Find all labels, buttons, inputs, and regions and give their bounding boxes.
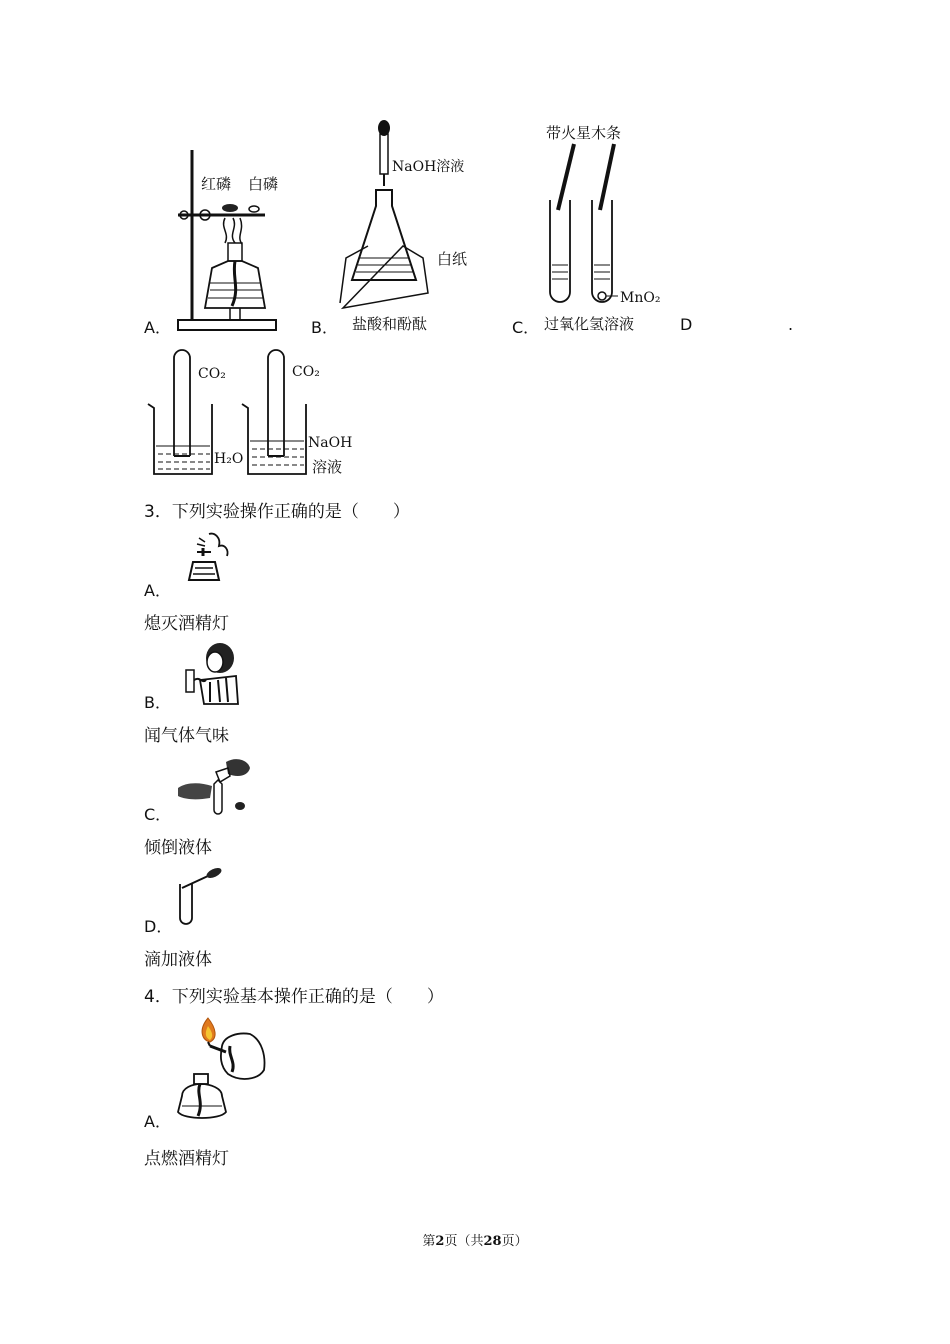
question-stem: 3．下列实验操作正确的是（ ） — [144, 502, 410, 522]
extinguish-lamp-icon — [175, 528, 235, 588]
footer-page-number: 2 — [435, 1234, 445, 1249]
page-footer — [0, 1230, 950, 1249]
conical-flask-dropper-icon — [338, 118, 438, 318]
label-co2-left: CO₂ — [198, 366, 226, 382]
option-caption: 点燃酒精灯 — [144, 1149, 229, 1169]
option-letter: A． — [144, 318, 171, 337]
footer-pre: 第 — [422, 1234, 436, 1249]
label-hcl-phenolphthalein: 盐酸和酚酞 — [352, 315, 428, 333]
label-naoh-solution: NaOH溶液 — [392, 159, 465, 175]
light-lamp-icon — [170, 1016, 270, 1124]
label-white-phosphorus: 白磷 — [248, 175, 279, 193]
label-white-paper: 白纸 — [437, 250, 468, 268]
test-tubes-splint-icon — [540, 140, 630, 310]
option-caption: 滴加液体 — [144, 950, 212, 970]
option-dot: . — [788, 315, 794, 334]
option-caption: 倾倒液体 — [144, 838, 212, 858]
option-letter: D — [680, 315, 693, 334]
option-caption: 熄灭酒精灯 — [144, 614, 229, 634]
smell-gas-icon — [180, 640, 240, 705]
footer-mid: 页（共 — [444, 1234, 484, 1249]
label-glowing-splint: 带火星木条 — [546, 124, 622, 142]
option-letter: B． — [144, 693, 171, 712]
option-letter: C． — [144, 805, 172, 824]
label-naoh: NaOH — [308, 435, 353, 451]
question-stem: 4．下列实验基本操作正确的是（ ） — [144, 987, 444, 1007]
option-letter: D． — [144, 917, 173, 936]
dropper-icon — [176, 866, 226, 926]
label-hydrogen-peroxide: 过氧化氢溶液 — [544, 315, 635, 333]
option-caption: 闻气体气味 — [144, 726, 229, 746]
label-solution: 溶液 — [312, 458, 343, 476]
option-letter: B． — [311, 318, 338, 337]
label-mno2: MnO₂ — [620, 290, 661, 306]
label-co2-right: CO₂ — [292, 364, 320, 380]
label-red-phosphorus: 红磷 — [201, 175, 232, 193]
option-letter: A． — [144, 581, 171, 600]
label-h2o: H₂O — [214, 451, 244, 467]
option-letter: C． — [512, 318, 540, 337]
footer-total-pages: 28 — [483, 1234, 502, 1249]
pour-liquid-icon — [176, 754, 256, 816]
option-letter: A． — [144, 1112, 171, 1131]
footer-post: 页） — [501, 1234, 528, 1249]
